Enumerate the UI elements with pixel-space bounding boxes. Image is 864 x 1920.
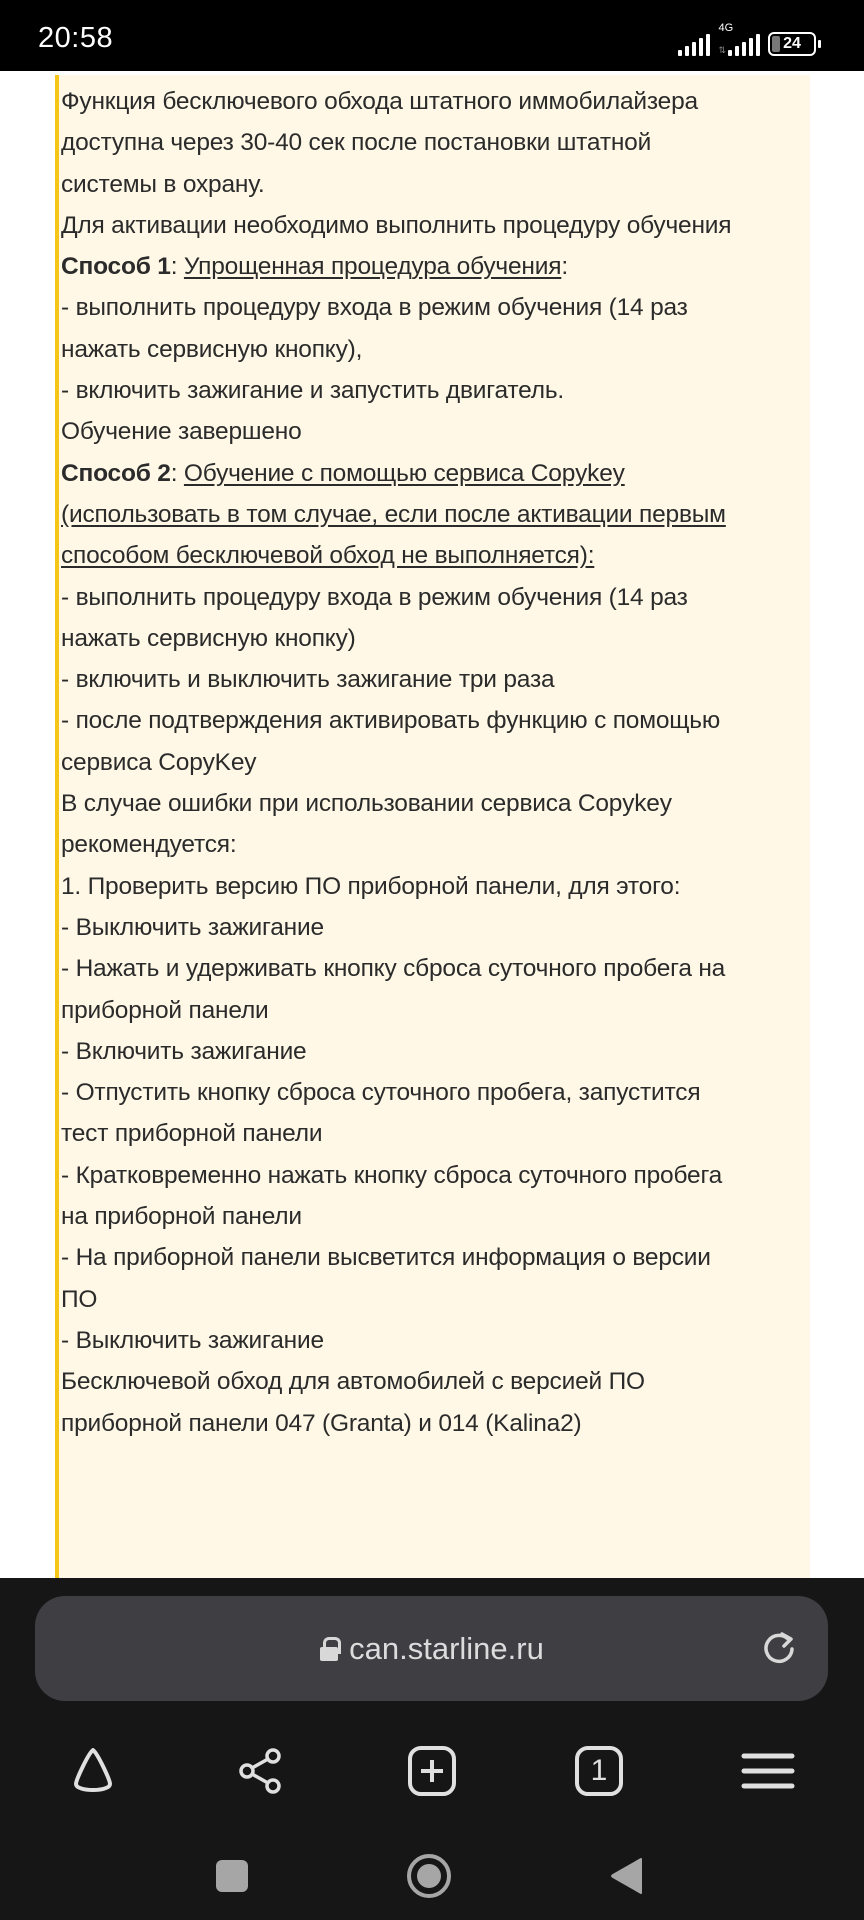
battery-icon <box>768 32 816 56</box>
method-1-label: Способ 1 <box>61 253 171 281</box>
web-page-viewport[interactable] <box>0 71 864 1578</box>
paragraph: Функция бесключевого обхода штатного иммобилайзера доступна через 30-40 сек после постановки штатной системы в охрану. <box>61 88 698 198</box>
method-2-label: Способ 2 <box>61 459 171 487</box>
signal-strength-icon-2 <box>728 34 760 56</box>
paragraph: - Кратковременно нажать кнопку сброса суточного пробега на приборной панели <box>61 1161 723 1231</box>
browser-toolbar <box>0 1728 864 1818</box>
hamburger-menu-icon <box>741 1746 795 1796</box>
data-arrows-icon: ⇅ <box>718 45 726 55</box>
paragraph: - после подтверждения активировать функцию с помощью сервиса CopyKey <box>61 707 720 776</box>
paragraph: Бесключевой обход для автомобилей с версией ПО приборной панели 047 (Granta) и 014 (Kalina2) <box>61 1368 645 1437</box>
method-1-heading: Способ 1: Упрощенная процедура обучения: <box>61 253 568 281</box>
reload-icon[interactable] <box>760 1630 798 1668</box>
paragraph: - включить и выключить зажигание три раза <box>61 666 555 694</box>
home-button[interactable] <box>399 1846 459 1906</box>
tabs-button[interactable] <box>564 1736 634 1806</box>
signal-strength-icon <box>678 34 710 56</box>
system-nav-bar <box>0 1828 864 1920</box>
triangle-back-icon <box>607 1856 647 1896</box>
battery-level: 24 <box>783 35 801 52</box>
paragraph: Обучение завершено <box>61 418 302 446</box>
paragraph: - Выключить зажигание <box>61 913 324 941</box>
method-1-title: Упрощенная процедура обучения <box>183 253 562 281</box>
status-time: 20:58 <box>38 22 114 54</box>
paragraph: В случае ошибки при использовании сервиса Copykey рекомендуется: <box>61 790 672 859</box>
square-icon <box>214 1858 250 1894</box>
article-text <box>61 81 751 1444</box>
share-button[interactable] <box>225 1736 295 1806</box>
url-text[interactable]: can.starline.ru <box>349 1630 544 1666</box>
share-icon <box>235 1746 285 1796</box>
circle-icon <box>405 1852 453 1900</box>
recents-button[interactable] <box>202 1846 262 1906</box>
network-type-label: 4G <box>718 22 734 34</box>
new-tab-button[interactable] <box>397 1736 467 1806</box>
lock-icon <box>319 1637 339 1661</box>
method-2-heading: Способ 2: Обучение с помощью сервиса Copykey (использовать в том случае, если после активации первым способом бесключевой обход не выполняется): <box>61 459 726 570</box>
paragraph: - Выключить зажигание <box>61 1326 324 1354</box>
paragraph: - Включить зажигание <box>61 1037 307 1065</box>
method-2-title: Обучение с помощью сервиса Copykey (использовать в том случае, если после активации первым способом бесключевой обход не выполняется): <box>61 459 726 570</box>
address-bar[interactable] <box>35 1596 828 1701</box>
paragraph: - выполнить процедуру входа в режим обучения (14 раз нажать сервисную кнопку) <box>61 583 688 652</box>
tab-count: 1 <box>590 1754 608 1787</box>
browser-bottom-bar <box>0 1578 864 1920</box>
paragraph: Для активации необходимо выполнить процедуру обучения <box>61 211 732 239</box>
paragraph: - Нажать и удерживать кнопку сброса суточного пробега на приборной панели <box>61 955 726 1024</box>
paragraph: - На приборной панели высветится информация о версии ПО <box>61 1244 711 1313</box>
browser-logo-icon <box>68 1746 118 1796</box>
paragraph: - выполнить процедуру входа в режим обучения (14 раз нажать сервисную кнопку), <box>61 294 688 363</box>
paragraph: - включить зажигание и запустить двигатель. <box>61 377 565 405</box>
menu-button[interactable] <box>733 1736 803 1806</box>
status-bar <box>0 0 864 71</box>
status-icons <box>678 22 816 56</box>
paragraph: 1. Проверить версию ПО приборной панели, для этого: <box>61 872 681 900</box>
browser-home-button[interactable] <box>58 1736 128 1806</box>
mobile-data-icon <box>718 22 760 56</box>
plus-square-icon <box>406 1745 458 1797</box>
paragraph: - Отпустить кнопку сброса суточного пробега, запустится тест приборной панели <box>61 1079 701 1148</box>
back-button[interactable] <box>597 1846 657 1906</box>
